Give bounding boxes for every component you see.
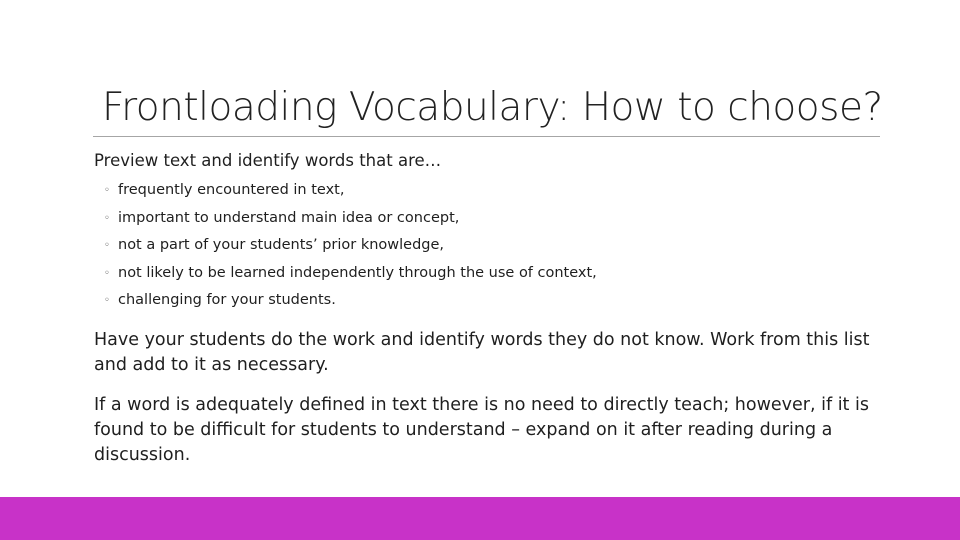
list-item [104,287,884,315]
list-item-text: challenging for your students. [118,292,336,308]
list-item-text: frequently encountered in text, [118,182,345,198]
list-item-text: important to understand main idea or concept, [118,209,460,226]
slide-title: Frontloading Vocabulary: How to choose? [102,85,883,130]
criteria-list [94,177,884,315]
footer-accent-bar [0,497,960,540]
list-item [104,205,884,233]
bullet-circle-icon: ◦ [104,240,110,251]
bullet-circle-icon: ◦ [104,295,110,306]
list-item-text: not a part of your students’ prior knowledge, [118,237,445,253]
list-item [104,260,884,288]
paragraph-defined-in-text: If a word is adequately defined in text there is no need to directly teach; however, if it is found to be difficult for students to understand – expand on it after reading during a discussion. [94,394,869,465]
bullet-circle-icon: ◦ [104,212,110,224]
slide-body [94,148,884,468]
bullet-circle-icon: ◦ [104,267,110,279]
title-divider [93,136,880,137]
intro-text: Preview text and identify words that are… [94,151,442,170]
paragraph-student-work: Have your students do the work and identify words they do not know. Work from this list and add to it as necessary. [94,329,870,375]
list-item [104,232,884,260]
bullet-circle-icon: ◦ [104,185,110,196]
list-item-text: not likely to be learned independently through the use of context, [118,264,597,281]
list-item [104,177,884,205]
